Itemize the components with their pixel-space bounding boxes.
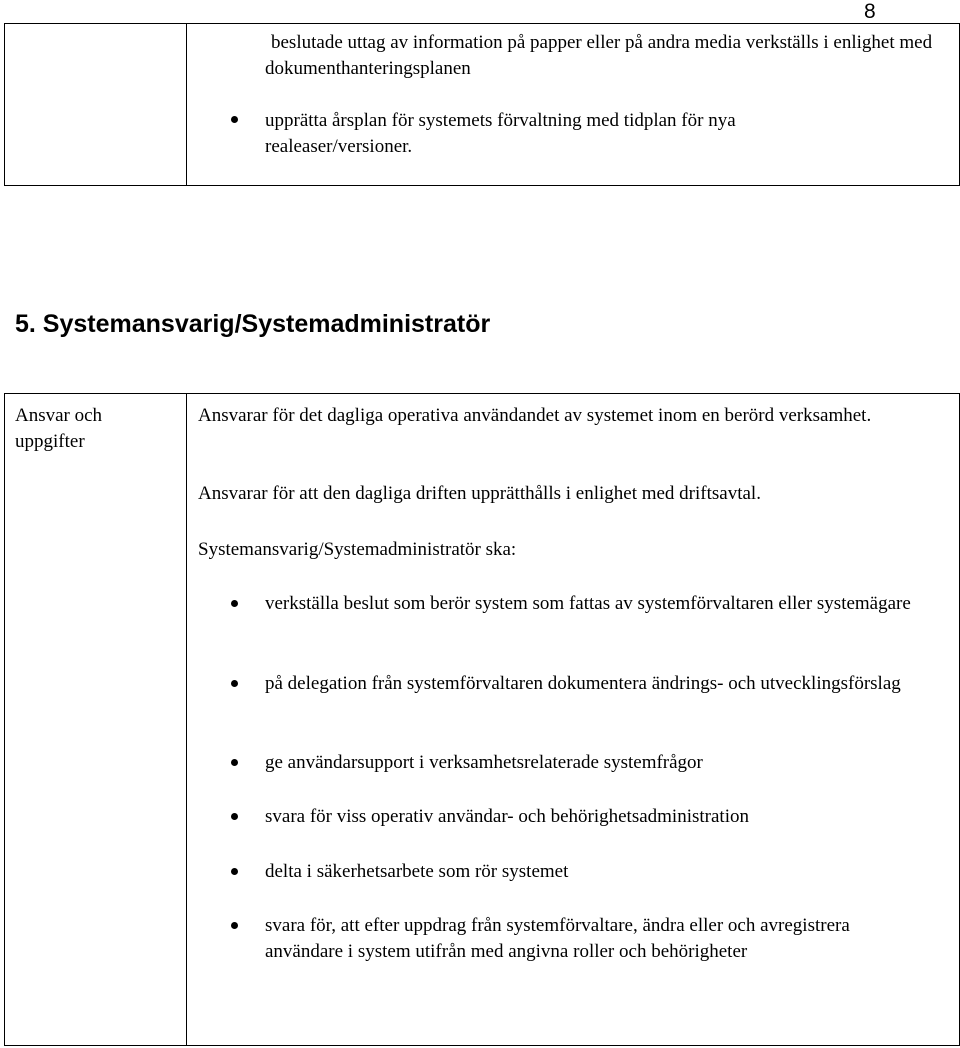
bullet-icon: [231, 116, 238, 123]
bullet-icon: [231, 600, 238, 607]
page-number: 8: [864, 0, 876, 23]
section-heading: 5. Systemansvarig/Systemadministratör: [15, 310, 491, 338]
bullet-icon: [231, 680, 238, 687]
list-item: ge användarsupport i verksamhetsrelaterade systemfrågor: [265, 752, 703, 773]
list-item: svara för, att efter uppdrag från systemförvaltare, ändra eller och avregistrera användare i system utifrån med angivna roller och behörigheter: [265, 915, 850, 962]
table-column-divider: [186, 394, 187, 1045]
list-item: verkställa beslut som berör system som fattas av systemförvaltaren eller systemägare: [265, 593, 911, 614]
paragraph: Systemansvarig/Systemadministratör ska:: [198, 539, 517, 560]
bullet-icon: [231, 868, 238, 875]
paragraph: Ansvarar för det dagliga operativa användandet av systemet inom en berörd verksamhet.: [198, 405, 872, 426]
continued-paragraph: beslutade uttag av information på papper eller på andra media verkställs i enlighet med dokumenthanteringsplanen: [265, 32, 933, 79]
bullet-icon: [231, 759, 238, 766]
list-item: på delegation från systemförvaltaren dokumentera ändrings- och utvecklingsförslag: [265, 673, 901, 694]
row-label: Ansvar och uppgifter: [15, 405, 103, 452]
table-column-divider: [186, 24, 187, 185]
list-item: delta i säkerhetsarbete som rör systemet: [265, 861, 569, 882]
list-item: svara för viss operativ användar- och behörighetsadministration: [265, 806, 749, 827]
bullet-icon: [231, 813, 238, 820]
list-item: upprätta årsplan för systemets förvaltning med tidplan för nya realeaser/versioner.: [265, 110, 736, 157]
bullet-icon: [231, 922, 238, 929]
paragraph: Ansvarar för att den dagliga driften upprätthålls i enlighet med driftsavtal.: [198, 483, 761, 504]
